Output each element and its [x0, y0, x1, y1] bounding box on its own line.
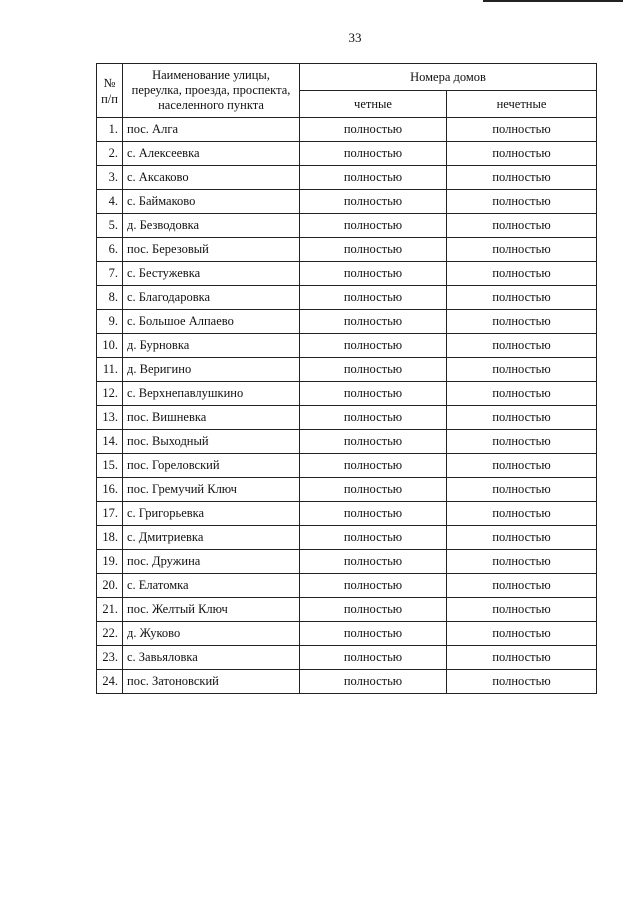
row-odd: полностью — [447, 526, 597, 550]
row-even: полностью — [300, 598, 447, 622]
table-row — [97, 670, 597, 694]
table-row — [97, 406, 597, 430]
table-row — [97, 382, 597, 406]
header-street-name: Наименование улицы, переулка, проезда, проспекта, населенного пункта — [123, 64, 300, 118]
row-odd: полностью — [447, 454, 597, 478]
row-street-name: с. Григорьевка — [123, 502, 300, 526]
row-odd: полностью — [447, 622, 597, 646]
table-row — [97, 574, 597, 598]
row-odd: полностью — [447, 190, 597, 214]
table-row — [97, 550, 597, 574]
row-even: полностью — [300, 238, 447, 262]
row-even: полностью — [300, 622, 447, 646]
row-odd: полностью — [447, 358, 597, 382]
row-even: полностью — [300, 502, 447, 526]
row-odd: полностью — [447, 310, 597, 334]
row-street-name: пос. Вишневка — [123, 406, 300, 430]
row-number: 7. — [97, 262, 123, 286]
table-row — [97, 622, 597, 646]
row-street-name: с. Алексеевка — [123, 142, 300, 166]
row-street-name: пос. Затоновский — [123, 670, 300, 694]
table-row — [97, 142, 597, 166]
row-number: 6. — [97, 238, 123, 262]
page-number: 33 — [348, 30, 362, 45]
row-number: 23. — [97, 646, 123, 670]
table-row — [97, 286, 597, 310]
row-odd: полностью — [447, 118, 597, 142]
row-number: 18. — [97, 526, 123, 550]
row-street-name: с. Верхнепавлушкино — [123, 382, 300, 406]
row-even: полностью — [300, 430, 447, 454]
row-number: 22. — [97, 622, 123, 646]
row-odd: полностью — [447, 262, 597, 286]
row-street-name: пос. Алга — [123, 118, 300, 142]
row-number: 24. — [97, 670, 123, 694]
row-street-name: д. Жуково — [123, 622, 300, 646]
row-street-name: пос. Березовый — [123, 238, 300, 262]
table-row — [97, 262, 597, 286]
row-number: 11. — [97, 358, 123, 382]
row-even: полностью — [300, 382, 447, 406]
table-row — [97, 334, 597, 358]
row-street-name: д. Веригино — [123, 358, 300, 382]
row-number: 17. — [97, 502, 123, 526]
row-number: 9. — [97, 310, 123, 334]
row-number: 19. — [97, 550, 123, 574]
header-even: четные — [300, 91, 447, 118]
header-house-numbers: Номера домов — [300, 64, 597, 91]
row-street-name: д. Безводовка — [123, 214, 300, 238]
table-row — [97, 214, 597, 238]
row-even: полностью — [300, 454, 447, 478]
row-street-name: пос. Выходный — [123, 430, 300, 454]
row-number: 5. — [97, 214, 123, 238]
row-street-name: с. Баймаково — [123, 190, 300, 214]
row-even: полностью — [300, 478, 447, 502]
row-number: 1. — [97, 118, 123, 142]
row-street-name: с. Бестужевка — [123, 262, 300, 286]
row-even: полностью — [300, 526, 447, 550]
row-even: полностью — [300, 670, 447, 694]
row-odd: полностью — [447, 406, 597, 430]
row-odd: полностью — [447, 214, 597, 238]
row-number: 21. — [97, 598, 123, 622]
row-even: полностью — [300, 118, 447, 142]
table-header — [97, 64, 597, 118]
row-odd: полностью — [447, 334, 597, 358]
row-street-name: с. Дмитриевка — [123, 526, 300, 550]
streets-table — [96, 63, 597, 694]
row-even: полностью — [300, 358, 447, 382]
row-even: полностью — [300, 214, 447, 238]
row-odd: полностью — [447, 382, 597, 406]
row-street-name: пос. Желтый Ключ — [123, 598, 300, 622]
table-row — [97, 598, 597, 622]
row-street-name: с. Большое Алпаево — [123, 310, 300, 334]
header-odd: нечетные — [447, 91, 597, 118]
row-number: 12. — [97, 382, 123, 406]
table-row — [97, 166, 597, 190]
row-street-name: с. Аксаково — [123, 166, 300, 190]
table-row — [97, 190, 597, 214]
table-row — [97, 238, 597, 262]
row-number: 20. — [97, 574, 123, 598]
row-even: полностью — [300, 262, 447, 286]
row-odd: полностью — [447, 238, 597, 262]
row-number: 2. — [97, 142, 123, 166]
row-even: полностью — [300, 286, 447, 310]
row-odd: полностью — [447, 430, 597, 454]
row-street-name: пос. Гремучий Ключ — [123, 478, 300, 502]
row-even: полностью — [300, 574, 447, 598]
row-number: 8. — [97, 286, 123, 310]
table-row — [97, 478, 597, 502]
row-odd: полностью — [447, 574, 597, 598]
row-even: полностью — [300, 166, 447, 190]
table-row — [97, 454, 597, 478]
row-street-name: с. Елатомка — [123, 574, 300, 598]
row-odd: полностью — [447, 502, 597, 526]
row-even: полностью — [300, 550, 447, 574]
row-street-name: пос. Гореловский — [123, 454, 300, 478]
table-row — [97, 526, 597, 550]
row-number: 15. — [97, 454, 123, 478]
row-street-name: с. Завьяловка — [123, 646, 300, 670]
row-odd: полностью — [447, 286, 597, 310]
row-odd: полностью — [447, 142, 597, 166]
table-row — [97, 358, 597, 382]
row-number: 13. — [97, 406, 123, 430]
row-odd: полностью — [447, 670, 597, 694]
row-odd: полностью — [447, 166, 597, 190]
row-odd: полностью — [447, 646, 597, 670]
header-number: № п/п — [97, 64, 123, 118]
row-street-name: с. Благодаровка — [123, 286, 300, 310]
row-odd: полностью — [447, 478, 597, 502]
table-body — [97, 118, 597, 694]
row-even: полностью — [300, 310, 447, 334]
row-street-name: пос. Дружина — [123, 550, 300, 574]
row-even: полностью — [300, 190, 447, 214]
table-row — [97, 502, 597, 526]
row-even: полностью — [300, 334, 447, 358]
row-even: полностью — [300, 142, 447, 166]
row-number: 16. — [97, 478, 123, 502]
table-row — [97, 430, 597, 454]
row-odd: полностью — [447, 550, 597, 574]
row-number: 14. — [97, 430, 123, 454]
row-even: полностью — [300, 646, 447, 670]
table-row — [97, 646, 597, 670]
row-odd: полностью — [447, 598, 597, 622]
row-street-name: д. Бурновка — [123, 334, 300, 358]
row-number: 3. — [97, 166, 123, 190]
top-edge-rule — [483, 0, 623, 2]
row-even: полностью — [300, 406, 447, 430]
table-row — [97, 118, 597, 142]
row-number: 4. — [97, 190, 123, 214]
row-number: 10. — [97, 334, 123, 358]
table-row — [97, 310, 597, 334]
